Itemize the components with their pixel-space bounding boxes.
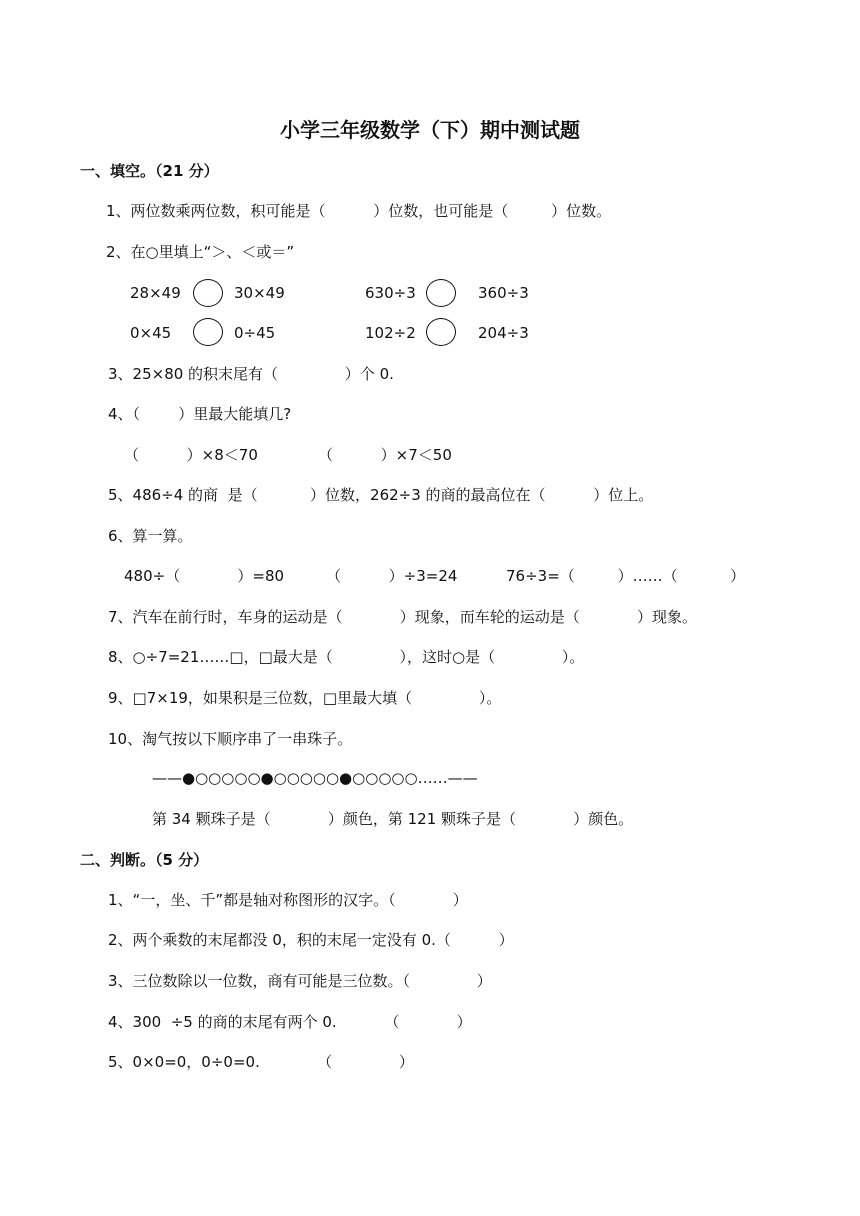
question-2: 2、在○里填上“＞、＜或＝” (106, 243, 295, 261)
page-title: 小学三年级数学（下）期中测试题 (280, 118, 580, 142)
question-8: 8、○÷7=21……□，□最大是（ ），这时○是（ ）。 (108, 648, 585, 666)
question-6: 6、算一算。 (108, 527, 193, 545)
question-6-a: 480÷（ ）=80 (124, 567, 285, 585)
compare-circle-icon (426, 279, 456, 307)
question-1: 1、两位数乘两位数，积可能是（ ）位数，也可能是（ ）位数。 (106, 202, 612, 220)
question-3: 3、25×80 的积末尾有（ ）个 0. (108, 365, 394, 383)
compare-d-left: 102÷2 (365, 324, 416, 342)
judge-1: 1、“一，坐、千”都是轴对称图形的汉字。（ ） (108, 891, 468, 909)
judge-4: 4、300 ÷5 的商的末尾有两个 0. （ ） (108, 1013, 472, 1031)
compare-c-left: 0×45 (130, 324, 172, 342)
question-10-ask: 第 34 颗珠子是（ ）颜色，第 121 颗珠子是（ ）颜色。 (152, 810, 634, 828)
compare-circle-icon (426, 318, 456, 346)
compare-circle-icon (193, 279, 223, 307)
question-10: 10、淘气按以下顺序串了一串珠子。 (108, 730, 353, 748)
question-4: 4、（ ）里最大能填几? (108, 405, 292, 423)
question-4-a: （ ）×8＜70 (124, 446, 258, 464)
section2-heading: 二、判断。（5 分） (80, 851, 209, 869)
question-4-b: （ ）×7＜50 (318, 446, 452, 464)
judge-5: 5、0×0=0，0÷0=0. （ ） (108, 1053, 414, 1071)
compare-a-left: 28×49 (130, 284, 181, 302)
compare-b-left: 630÷3 (365, 284, 416, 302)
compare-b-right: 360÷3 (478, 284, 529, 302)
compare-circle-icon (193, 318, 223, 346)
section1-heading: 一、填空。（21 分） (80, 162, 219, 180)
compare-a-right: 30×49 (234, 284, 285, 302)
compare-d-right: 204÷3 (478, 324, 529, 342)
bead-sequence: ——●○○○○○●○○○○○●○○○○○……—— (152, 769, 478, 787)
compare-c-right: 0÷45 (234, 324, 276, 342)
question-6-c: 76÷3=（ ）……（ ） (506, 567, 746, 585)
question-5: 5、486÷4 的商 是（ ）位数，262÷3 的商的最高位在（ ）位上。 (108, 486, 654, 504)
judge-3: 3、三位数除以一位数，商有可能是三位数。（ ） (108, 972, 492, 990)
judge-2: 2、两个乘数的末尾都没 0，积的末尾一定没有 0.（ ） (108, 931, 514, 949)
question-9: 9、□7×19，如果积是三位数，□里最大填（ ）。 (108, 689, 502, 707)
question-7: 7、汽车在前行时，车身的运动是（ ）现象，而车轮的运动是（ ）现象。 (108, 608, 697, 626)
question-6-b: （ ）÷3=24 (326, 567, 458, 585)
